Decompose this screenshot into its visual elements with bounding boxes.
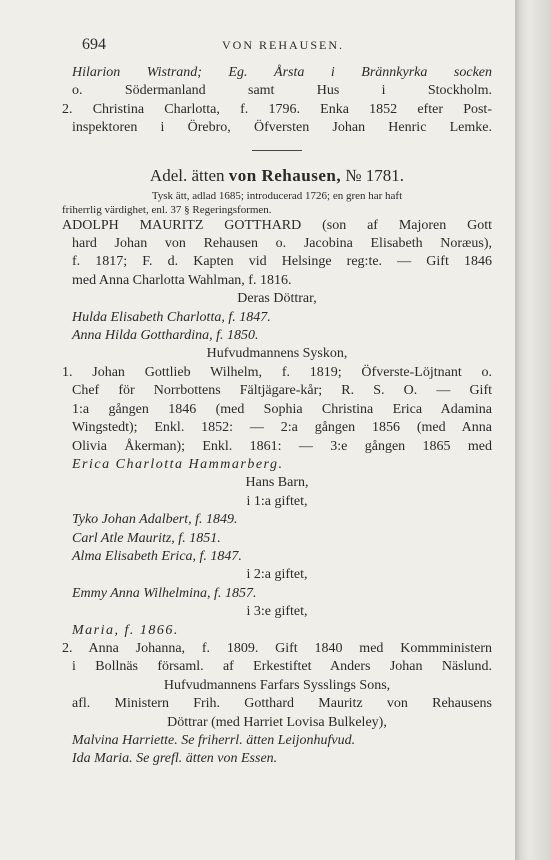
intro-line: inspektoren i Örebro, Öfversten Johan Henric Lemke. [72, 120, 492, 136]
cousins-heading: Hufvudmannens Farfars Sysslings Sons, [163, 677, 391, 693]
sibling-entry-line: Erica Charlotta Hammarberg. [72, 456, 284, 472]
family-title: Adel. ätten von Rehausen, № 1781. [149, 165, 405, 185]
sibling-entry-line: 1. Johan Gottlieb Wilhelm, f. 1819; Öfverste-Löjtnant o. [62, 364, 492, 380]
sibling-entry-line: Wingstedt); Enkl. 1852: — 2:a gången 1856 (med Anna [72, 420, 492, 436]
final-entry: Malvina Harriette. Se friherrl. ätten Leijonhufvud. [72, 733, 356, 748]
running-title: VON REHAUSEN. [222, 38, 344, 52]
page-number: 694 [82, 36, 106, 53]
child-entry: Alma Elisabeth Erica, f. 1847. [72, 548, 242, 564]
main-entry-line: med Anna Charlotta Wahlman, f. 1816. [72, 272, 292, 288]
main-entry-line: hard Johan von Rehausen o. Jacobina Elisabeth Noræus), [72, 236, 492, 252]
sibling-entry-line: Olivia Åkerman); Enkl. 1861: — 3:e gången 1865 med [72, 438, 492, 454]
sibling-entry-line: 2. Anna Johanna, f. 1809. Gift 1840 med Kommministern [62, 640, 492, 656]
intro-line: 2. Christina Charlotta, f. 1796. Enka 1852 efter Post- [62, 101, 492, 117]
final-entry: Ida Maria. Se grefl. ätten von Essen. [72, 751, 278, 767]
cousins-line: afl. Ministern Frih. Gotthard Mauritz von Rehausens [72, 696, 492, 712]
intro-line: o. Södermanland samt Hus i Stockholm. [72, 83, 492, 99]
daughter-entry: Hulda Elisabeth Charlotta, f. 1847. [72, 309, 271, 325]
daughter-entry: Anna Hilda Gotthardina, f. 1850. [72, 328, 259, 344]
sibling-entry-line: Chef för Norrbottens Fältjägare-kår; R. S. O. — Gift [72, 383, 492, 399]
family-note: Tysk ätt, adlad 1685; introducerad 1726; en gren har haft friherrlig värdighet, enl. 37 § Regeringsformen. [62, 189, 403, 216]
main-entry-line: f. 1817; F. d. Kapten vid Helsinge reg:te. — Gift 1846 [72, 254, 492, 270]
section-divider [252, 150, 302, 151]
sibling-entry-line: 1:a gången 1846 (med Sophia Christina Erica Adamina [72, 401, 492, 417]
children-heading: Hans Barn, [245, 475, 309, 491]
marriage-heading: i 3:e giftet, [246, 604, 308, 620]
daughters-heading: Deras Döttrar, [237, 291, 317, 307]
page-body [62, 64, 492, 769]
sibling-entry-line: i Bollnäs församl. af Erkestiftet Anders Johan Näslund. [72, 659, 492, 675]
child-entry: Carl Atle Mauritz, f. 1851. [72, 530, 221, 546]
child-entry: Emmy Anna Wilhelmina, f. 1857. [72, 585, 257, 601]
child-entry: Tyko Johan Adalbert, f. 1849. [72, 512, 238, 528]
main-entry-line: ADOLPH MAURITZ GOTTHARD (son af Majoren Gott [62, 217, 492, 233]
book-gutter [515, 0, 551, 860]
page-header [82, 36, 497, 58]
marriage-heading: i 1:a giftet, [246, 493, 308, 509]
marriage-heading: i 2:a giftet, [246, 567, 308, 583]
cousins-daughters-heading: Döttrar (med Harriet Lovisa Bulkeley), [167, 714, 387, 730]
siblings-heading: Hufvudmannens Syskon, [206, 346, 348, 362]
intro-line: Hilarion Wistrand; Eg. Årsta i Brännkyrka socken [72, 65, 492, 80]
child-entry: Maria, f. 1866. [72, 622, 179, 638]
